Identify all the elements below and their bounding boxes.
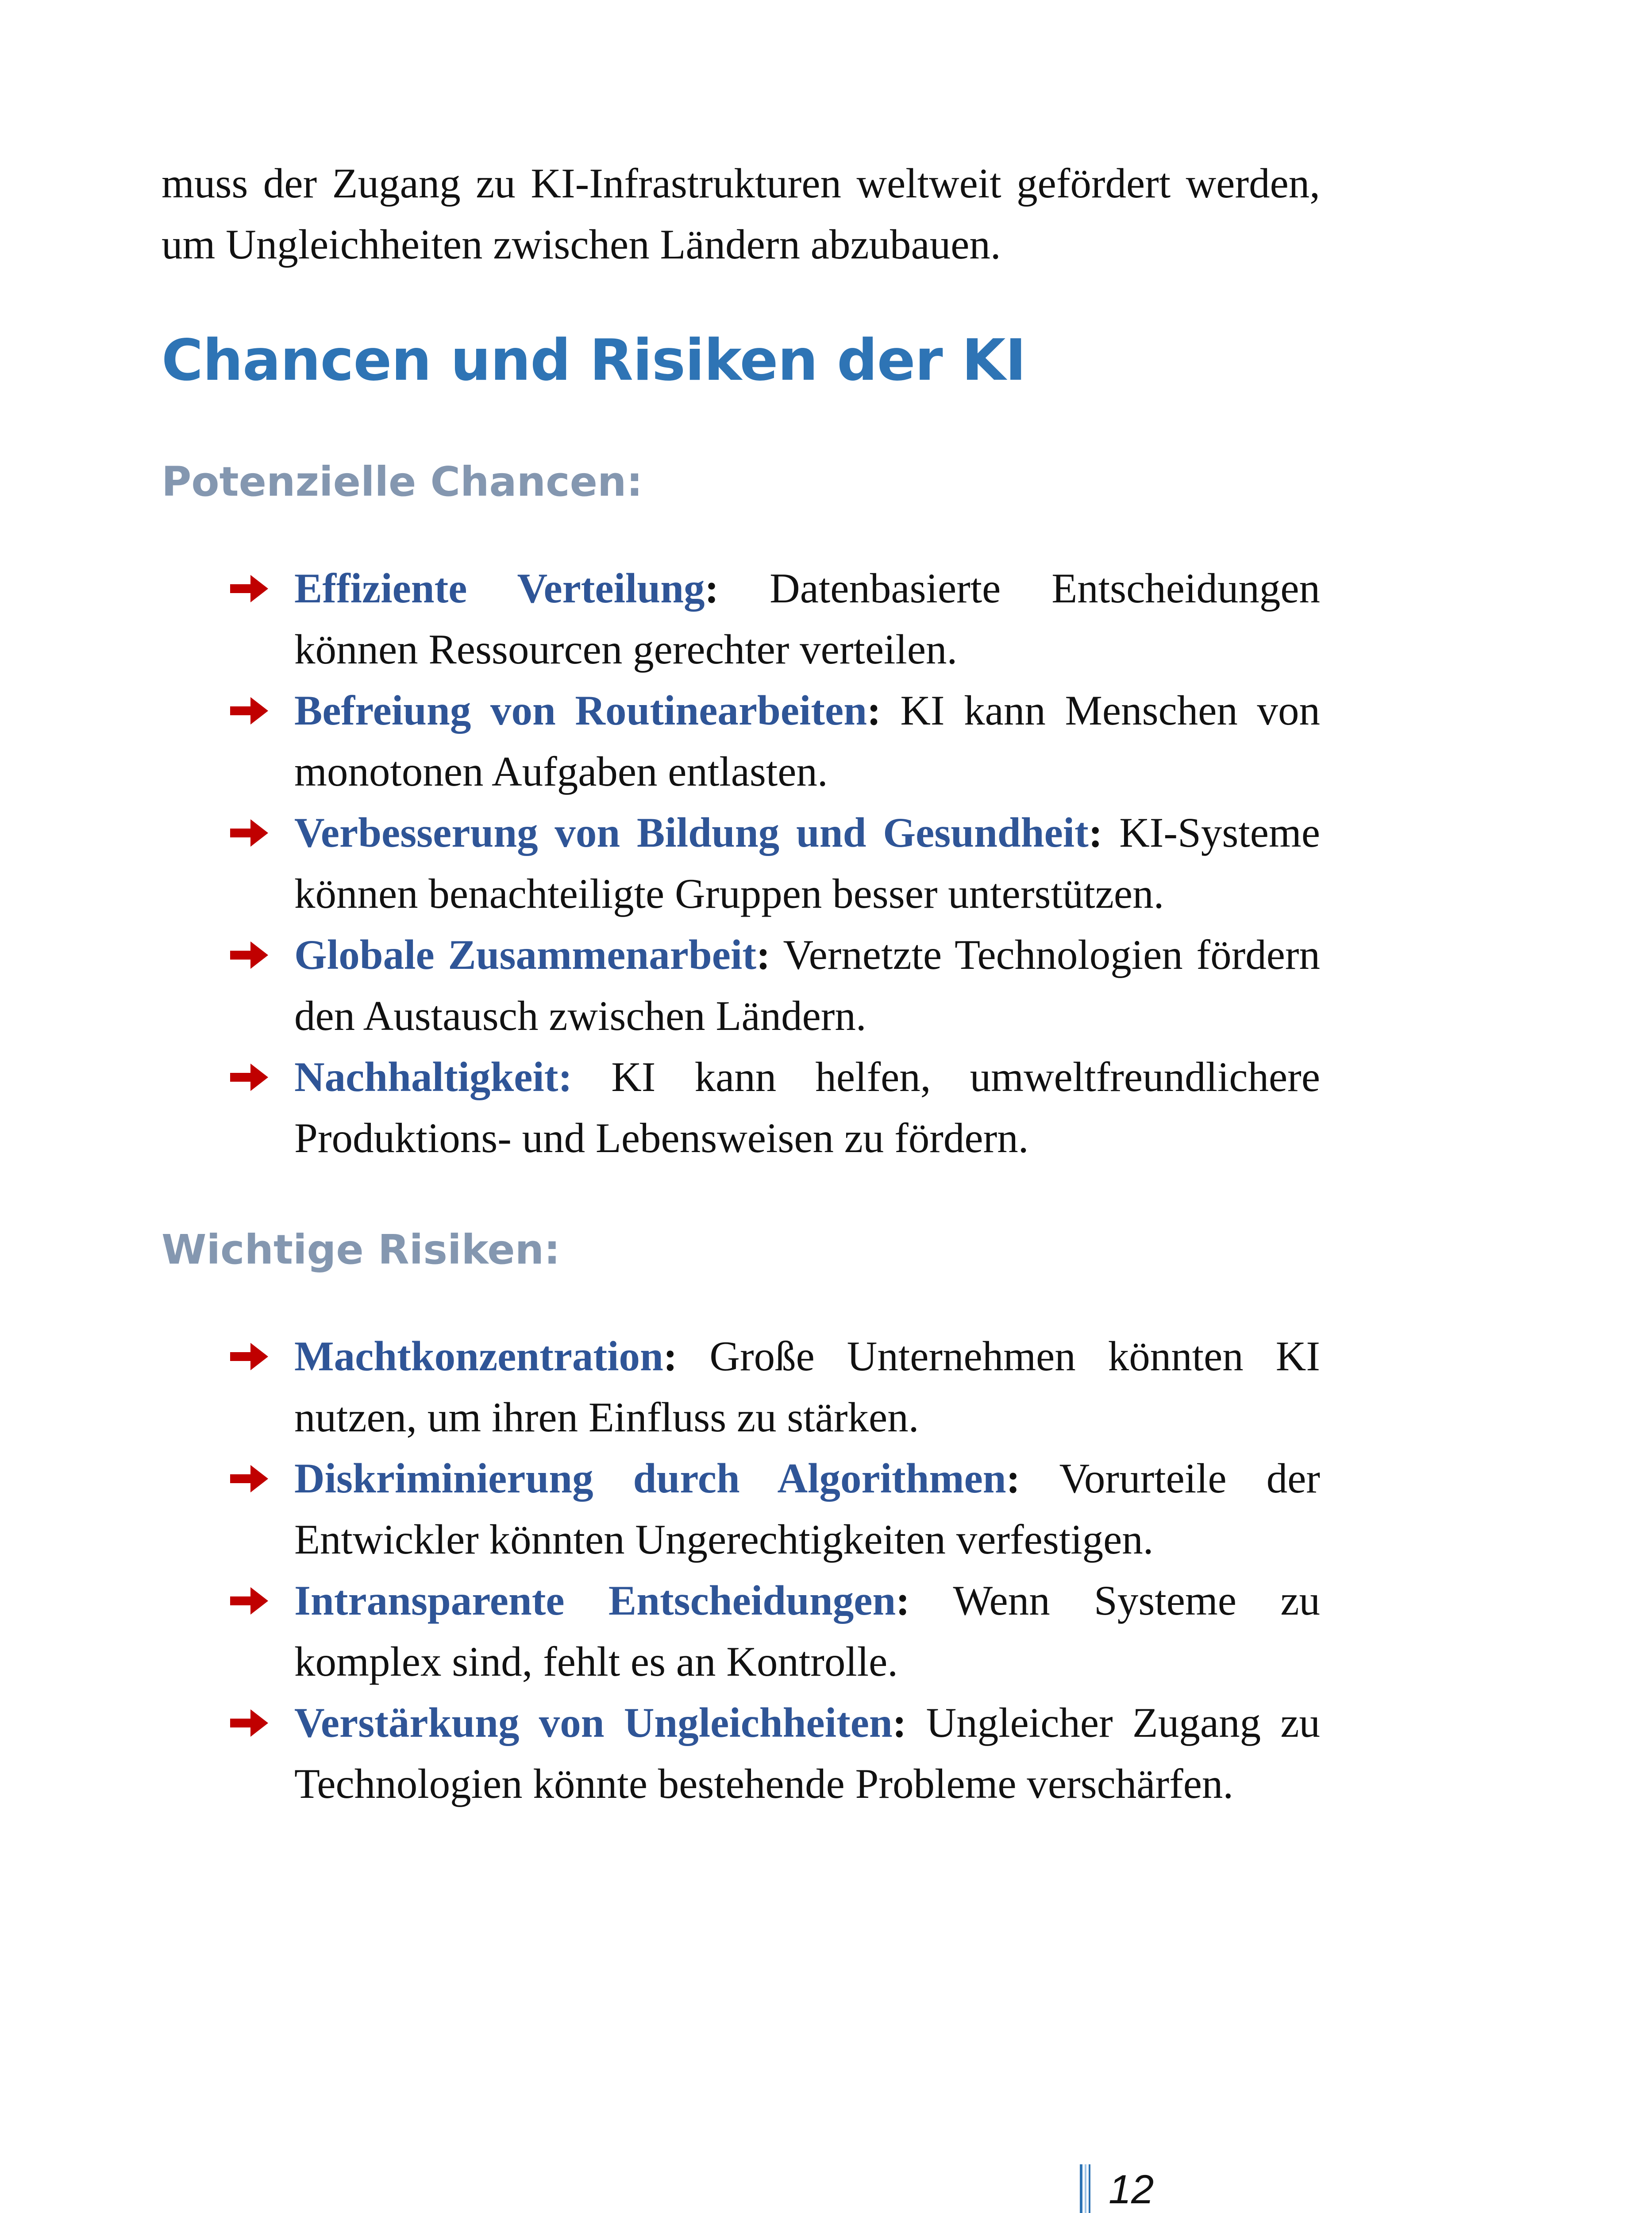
arrow-right-icon (230, 1062, 269, 1093)
item-text: KI kann helfen, umweltfreundlichere Produktions- und Lebensweisen zu fördern. (294, 1053, 1320, 1161)
item-colon: : (1006, 1455, 1020, 1502)
arrow-right-icon (230, 817, 269, 848)
risks-subheading: Wichtige Risiken: (162, 1226, 560, 1273)
arrow-right-icon (230, 1585, 269, 1616)
intro-paragraph: muss der Zugang zu KI-Infrastrukturen weltweit gefördert werden, um Ungleichheiten zwischen Ländern abzubauen. (162, 160, 1320, 268)
arrow-right-icon (230, 940, 269, 971)
list-item (162, 1570, 1320, 1692)
item-colon: : (867, 687, 881, 734)
item-text: Datenbasierte Entscheidungen können Ressourcen gerechter verteilen. (294, 565, 1320, 673)
page-number: 12 (1109, 2167, 1154, 2212)
chances-list (162, 558, 1320, 1168)
item-term: Diskriminierung durch Algorithmen (294, 1455, 1006, 1502)
item-term: Verstärkung von Ungleichheiten (294, 1699, 893, 1746)
item-colon: : (756, 931, 770, 978)
arrow-right-icon (230, 1341, 269, 1372)
item-term: Machtkonzentration (294, 1333, 663, 1380)
item-text: KI-Systeme können benachteiligte Gruppen besser unterstützen. (294, 809, 1320, 917)
item-colon: : (1088, 809, 1103, 856)
item-text: Wenn Systeme zu komplex sind, fehlt es an Kontrolle. (294, 1577, 1320, 1685)
item-text: Vorurteile der Entwickler könnten Ungerechtigkeiten verfestigen. (294, 1455, 1321, 1563)
list-item (162, 1448, 1320, 1570)
list-item (162, 680, 1320, 802)
item-term: Effiziente Verteilung (294, 565, 705, 612)
item-term: Nachhaltigkeit: (294, 1053, 573, 1100)
item-colon: : (705, 565, 719, 612)
list-item (162, 1326, 1320, 1448)
list-item (162, 558, 1320, 680)
section-heading: Chancen und Risiken der KI (162, 328, 1026, 393)
arrow-right-icon (230, 573, 269, 604)
item-colon: : (896, 1577, 910, 1624)
item-term: Intransparente Entscheidungen (294, 1577, 896, 1624)
item-text: Vernetzte Technologien fördern den Austausch zwischen Ländern. (294, 931, 1321, 1039)
risks-list (162, 1326, 1320, 1814)
item-term: Befreiung von Routinearbeiten (294, 687, 867, 734)
list-item (162, 1046, 1320, 1168)
chances-subheading: Potenzielle Chancen: (162, 458, 643, 505)
item-term: Verbesserung von Bildung und Gesundheit (294, 809, 1089, 856)
item-colon: : (663, 1333, 678, 1380)
list-item (162, 802, 1320, 924)
item-term: Globale Zusammenarbeit (294, 931, 756, 978)
list-item (162, 924, 1320, 1046)
list-item (162, 1692, 1320, 1814)
item-text: Ungleicher Zugang zu Technologien könnte bestehende Probleme verschärfen. (294, 1699, 1321, 1807)
item-text: KI kann Menschen von monotonen Aufgaben entlasten. (294, 687, 1320, 795)
arrow-right-icon (230, 695, 269, 726)
arrow-right-icon (230, 1463, 269, 1494)
item-colon: : (892, 1699, 907, 1746)
item-text: Große Unternehmen könnten KI nutzen, um ihren Einfluss zu stärken. (294, 1333, 1320, 1441)
arrow-right-icon (230, 1708, 269, 1739)
page-number-divider (1080, 2164, 1091, 2213)
